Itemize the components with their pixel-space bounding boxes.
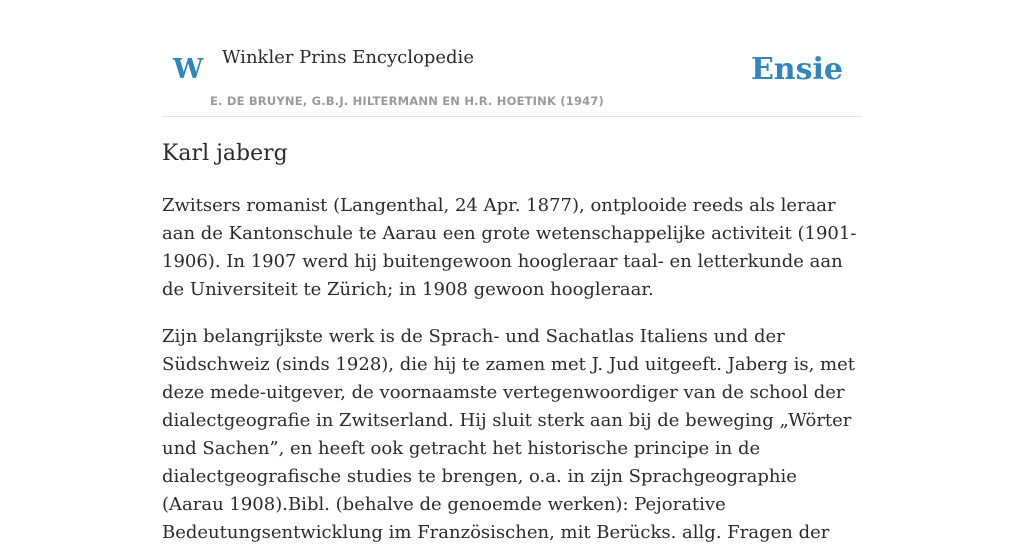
ensie-brand-link[interactable]: Ensie	[750, 52, 843, 87]
site-subtitle: E. DE BRUYNE, G.B.J. HILTERMANN EN H.R. HOETINK (1947)	[210, 94, 605, 108]
page-header	[162, 0, 862, 117]
article	[162, 138, 862, 547]
site-title[interactable]: Winkler Prins Encyclopedie	[222, 47, 474, 68]
article-paragraph-2: Zijn belangrijkste werk is de Sprach- und Sachatlas Italiens und der Südschweiz (sinds 1928), die hij te zamen met J. Jud uitgeeft. Jaberg is, met deze mede-uitgever, de voornaamste vertegenwoordiger van de school der dialectgeografie in Zwitserland. Hij sluit sterk aan bij de beweging „Wörter und Sachen”, en heeft ook getracht het historische principe in de dialectgeografische studies te brengen, o.a. in zijn Sprachgeographie (Aarau 1908).Bibl. (behalve de genoemde werken): Pejorative Bedeutungsentwicklung im Französischen, mit Berücks. allg. Fragen der	[162, 326, 856, 543]
article-paragraph-1: Zwitsers romanist (Langenthal, 24 Apr. 1877), ontplooide reeds als leraar aan de Kantonschule te Aarau een grote wetenschappelijke activiteit (1901-1906). In 1907 werd hij buitengewoon hoogleraar taal- en letterkunde aan de Universiteit te Zürich; in 1908 gewoon hoogleraar.	[162, 195, 857, 300]
article-title: Karl jaberg	[162, 141, 288, 166]
winkler-prins-logo-icon[interactable]: W	[173, 54, 204, 85]
